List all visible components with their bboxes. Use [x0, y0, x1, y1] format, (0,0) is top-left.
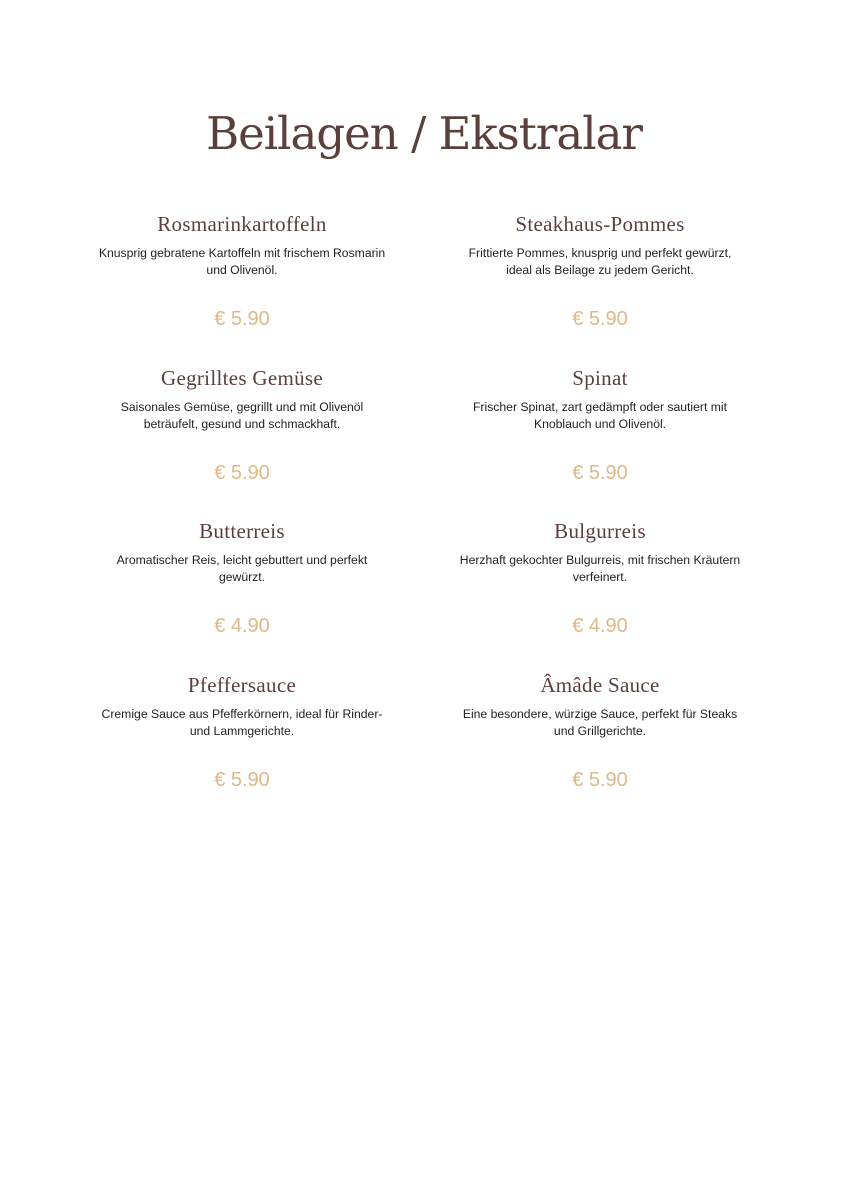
item-description: Aromatischer Reis, leicht gebuttert und perfekt gewürzt.: [116, 553, 368, 584]
menu-item-butterreis: [92, 517, 392, 638]
item-name: Pfeffersauce: [187, 673, 297, 697]
item-price: € 5.90: [572, 769, 628, 791]
menu-item-spinat: [450, 364, 750, 485]
item-name: Spinat: [572, 366, 628, 390]
menu-item-bulgurreis: [450, 517, 750, 638]
item-name: Âmâde Sauce: [540, 673, 660, 697]
item-description: Cremige Sauce aus Pfefferkörnern, ideal für Rinder- und Lammgerichte.: [101, 707, 383, 738]
menu-item-pfeffersauce: [92, 671, 392, 792]
menu-item-steakhaus-pommes: [450, 210, 750, 331]
item-price: € 5.90: [572, 462, 628, 484]
page-title: Beilagen / Ekstralar: [206, 107, 642, 160]
menu-item-gegrilltes-gemuese: [92, 364, 392, 485]
item-description: Knusprig gebratene Kartoffeln mit frischem Rosmarin und Olivenöl.: [98, 246, 386, 277]
item-name: Steakhaus-Pommes: [515, 212, 685, 236]
item-price: € 5.90: [572, 308, 628, 330]
item-name: Butterreis: [199, 519, 285, 543]
item-description: Frittierte Pommes, knusprig und perfekt gewürzt, ideal als Beilage zu jedem Gericht.: [468, 246, 732, 277]
item-description: Saisonales Gemüse, gegrillt und mit Olivenöl beträufelt, gesund und schmackhaft.: [120, 400, 364, 431]
item-price: € 5.90: [214, 769, 270, 791]
menu-item-amade-sauce: [450, 671, 750, 792]
item-price: € 4.90: [214, 615, 270, 637]
item-name: Rosmarinkartoffeln: [157, 212, 327, 236]
item-price: € 4.90: [572, 615, 628, 637]
menu-item-rosmarinkartoffeln: [92, 210, 392, 331]
item-name: Gegrilltes Gemüse: [161, 366, 323, 390]
item-description: Eine besondere, würzige Sauce, perfekt für Steaks und Grillgerichte.: [462, 707, 738, 738]
item-name: Bulgurreis: [554, 519, 646, 543]
item-price: € 5.90: [214, 308, 270, 330]
item-price: € 5.90: [214, 462, 270, 484]
item-description: Herzhaft gekochter Bulgurreis, mit frischen Kräutern verfeinert.: [459, 553, 741, 584]
item-description: Frischer Spinat, zart gedämpft oder sautiert mit Knoblauch und Olivenöl.: [472, 400, 727, 431]
